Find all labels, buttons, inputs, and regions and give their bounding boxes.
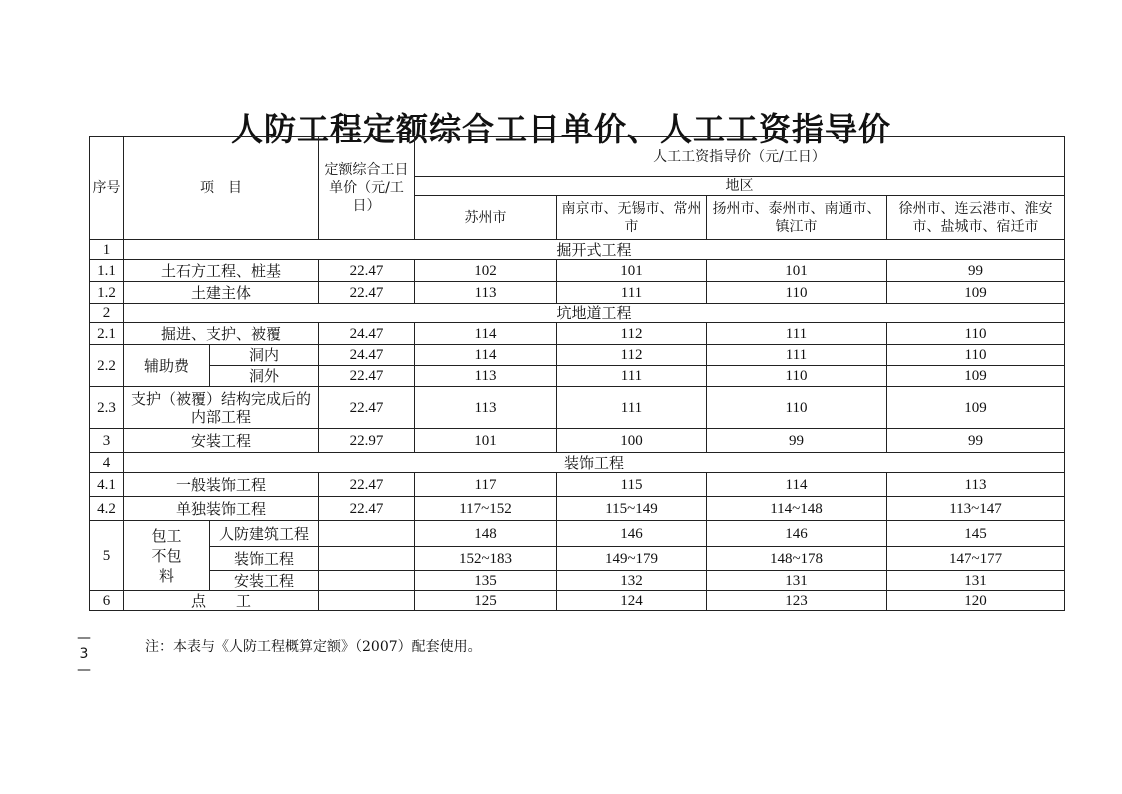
group-label: 包工不包料 [151, 526, 182, 585]
header-guide-price: 人工工资指导价（元/工日） [415, 137, 1065, 177]
row-number: 6 [90, 591, 124, 611]
price-suzhou: 117~152 [415, 497, 557, 521]
row-number: 1 [90, 240, 124, 260]
price-nanjing: 124 [557, 591, 707, 611]
price-suzhou: 102 [415, 260, 557, 282]
table-row [90, 260, 1065, 282]
price-xuzhou: 99 [887, 429, 1065, 453]
price-nanjing: 111 [557, 282, 707, 304]
item-name: 一般装饰工程 [124, 473, 319, 497]
price-suzhou: 113 [415, 366, 557, 387]
price-xuzhou: 147~177 [887, 547, 1065, 571]
row-number: 2.3 [90, 387, 124, 429]
item-name: 安装工程 [210, 571, 319, 591]
price-suzhou: 114 [415, 323, 557, 345]
unit-price: 22.47 [319, 387, 415, 429]
item-name: 点 工 [124, 591, 319, 611]
price-yangzhou: 123 [707, 591, 887, 611]
section-row [90, 304, 1065, 323]
table-row [90, 571, 1065, 591]
item-name: 土建主体 [124, 282, 319, 304]
price-xuzhou: 109 [887, 387, 1065, 429]
price-yangzhou: 131 [707, 571, 887, 591]
price-xuzhou: 110 [887, 323, 1065, 345]
table-row [90, 282, 1065, 304]
price-nanjing: 132 [557, 571, 707, 591]
price-yangzhou: 111 [707, 323, 887, 345]
page-number-text: —3— [77, 630, 91, 678]
price-suzhou: 135 [415, 571, 557, 591]
price-nanjing: 111 [557, 387, 707, 429]
header-unit-price: 定额综合工日单价（元/工日） [319, 137, 415, 240]
header-region-3: 扬州市、泰州市、南通市、镇江市 [707, 196, 887, 240]
price-nanjing: 112 [557, 323, 707, 345]
item-name: 掘进、支护、被覆 [124, 323, 319, 345]
price-suzhou: 113 [415, 282, 557, 304]
price-nanjing: 101 [557, 260, 707, 282]
row-number: 4.2 [90, 497, 124, 521]
section-row [90, 453, 1065, 473]
table-row [90, 473, 1065, 497]
row-number: 3 [90, 429, 124, 453]
table-row [90, 521, 1065, 547]
header-region: 地区 [415, 177, 1065, 196]
row-number: 2.2 [90, 345, 124, 387]
price-xuzhou: 99 [887, 260, 1065, 282]
price-suzhou: 125 [415, 591, 557, 611]
table-row [90, 323, 1065, 345]
unit-price: 22.47 [319, 260, 415, 282]
price-suzhou: 113 [415, 387, 557, 429]
table-row [90, 345, 1065, 366]
price-xuzhou: 120 [887, 591, 1065, 611]
header-item: 项 目 [124, 137, 319, 240]
price-xuzhou: 113~147 [887, 497, 1065, 521]
section-title: 掘开式工程 [124, 240, 1065, 260]
price-yangzhou: 110 [707, 387, 887, 429]
table-row [90, 366, 1065, 387]
row-number: 1.1 [90, 260, 124, 282]
price-nanjing: 115 [557, 473, 707, 497]
price-nanjing: 111 [557, 366, 707, 387]
item-name: 单独装饰工程 [124, 497, 319, 521]
header-region-4: 徐州市、连云港市、淮安市、盐城市、宿迁市 [887, 196, 1065, 240]
page-number [77, 630, 91, 678]
price-nanjing: 112 [557, 345, 707, 366]
price-suzhou: 114 [415, 345, 557, 366]
unit-price: 24.47 [319, 323, 415, 345]
price-yangzhou: 148~178 [707, 547, 887, 571]
header-seq: 序号 [90, 137, 124, 240]
price-nanjing: 115~149 [557, 497, 707, 521]
item-name: 人防建筑工程 [210, 521, 319, 547]
price-suzhou: 117 [415, 473, 557, 497]
document-title: 人防工程定额综合工日单价、人工工资指导价 [230, 110, 891, 148]
price-suzhou: 101 [415, 429, 557, 453]
price-xuzhou: 145 [887, 521, 1065, 547]
price-nanjing: 149~179 [557, 547, 707, 571]
item-name: 安装工程 [124, 429, 319, 453]
price-yangzhou: 114~148 [707, 497, 887, 521]
section-title: 装饰工程 [124, 453, 1065, 473]
row-number: 2.1 [90, 323, 124, 345]
row-number: 4.1 [90, 473, 124, 497]
header-region-2: 南京市、无锡市、常州市 [557, 196, 707, 240]
price-xuzhou: 109 [887, 282, 1065, 304]
unit-price-empty [319, 591, 415, 611]
table-row [90, 497, 1065, 521]
unit-price: 24.47 [319, 345, 415, 366]
price-yangzhou: 111 [707, 345, 887, 366]
price-nanjing: 100 [557, 429, 707, 453]
unit-price: 22.47 [319, 366, 415, 387]
row-number: 2 [90, 304, 124, 323]
row-number: 1.2 [90, 282, 124, 304]
unit-price: 22.47 [319, 473, 415, 497]
price-yangzhou: 101 [707, 260, 887, 282]
table-row [90, 429, 1065, 453]
price-yangzhou: 110 [707, 282, 887, 304]
price-nanjing: 146 [557, 521, 707, 547]
price-xuzhou: 131 [887, 571, 1065, 591]
unit-price-empty [319, 521, 415, 547]
unit-price: 22.47 [319, 282, 415, 304]
wage-table [89, 136, 1065, 611]
table-row [90, 387, 1065, 429]
item-name: 土石方工程、桩基 [124, 260, 319, 282]
unit-price-empty [319, 571, 415, 591]
price-suzhou: 152~183 [415, 547, 557, 571]
header-row-1 [90, 137, 1065, 177]
price-xuzhou: 113 [887, 473, 1065, 497]
unit-price: 22.97 [319, 429, 415, 453]
price-xuzhou: 110 [887, 345, 1065, 366]
item-name: 装饰工程 [210, 547, 319, 571]
table-note: 注：本表与《人防工程概算定额》（2007）配套使用。 [145, 639, 482, 655]
price-yangzhou: 110 [707, 366, 887, 387]
header-region-1: 苏州市 [415, 196, 557, 240]
price-yangzhou: 114 [707, 473, 887, 497]
row-number: 5 [90, 521, 124, 591]
price-xuzhou: 109 [887, 366, 1065, 387]
unit-price-empty [319, 547, 415, 571]
table-row [90, 591, 1065, 611]
item-name: 支护（被覆）结构完成后的内部工程 [124, 387, 319, 429]
group-name [124, 521, 210, 591]
price-yangzhou: 146 [707, 521, 887, 547]
price-yangzhou: 99 [707, 429, 887, 453]
section-title: 坑地道工程 [124, 304, 1065, 323]
row-number: 4 [90, 453, 124, 473]
item-name: 洞外 [210, 366, 319, 387]
price-suzhou: 148 [415, 521, 557, 547]
group-name: 辅助费 [124, 345, 210, 387]
unit-price: 22.47 [319, 497, 415, 521]
table-row [90, 547, 1065, 571]
item-name: 洞内 [210, 345, 319, 366]
section-row [90, 240, 1065, 260]
